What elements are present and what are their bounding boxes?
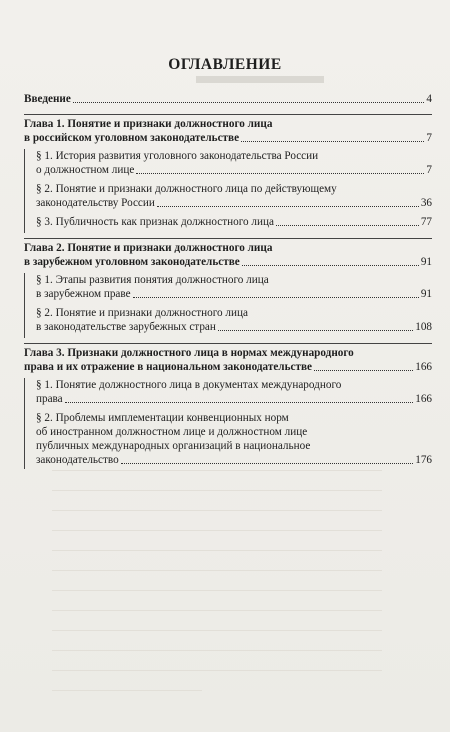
toc-page-number: 91 [420, 288, 432, 300]
chapter-3-sections [24, 378, 432, 469]
toc-entry-text: Глава 1. Понятие и признаки должностного лица [24, 118, 273, 130]
toc-entry-text: в российском уголовном законодательстве [24, 132, 240, 144]
toc-entry-text: § 2. Понятие и признаки должностного лица по действующему [36, 183, 337, 195]
toc-page-number: 77 [420, 216, 432, 228]
toc-entry-section-3-1 [36, 378, 432, 406]
leader-dots [136, 173, 424, 174]
page-title: ОГЛАВЛЕНИЕ [168, 56, 282, 73]
leader-dots [242, 265, 419, 266]
toc-page-number: 108 [415, 321, 432, 333]
toc-entry-section-1-3 [36, 215, 432, 233]
toc-entry-text: права [36, 393, 63, 405]
toc-entry-text: в законодательстве зарубежных стран [36, 321, 216, 333]
toc-page-number: 7 [426, 164, 432, 176]
toc-page-number: 176 [415, 454, 432, 466]
toc-entry-text: публичных международных организаций в национальное [36, 440, 311, 452]
chapter-2-sections [24, 273, 432, 338]
leader-dots [65, 402, 414, 403]
toc-entry-text: законодательство [36, 454, 119, 466]
toc-entry-section-2-1 [36, 273, 432, 301]
toc-entry-text: в зарубежном уголовном законодательстве [24, 256, 240, 268]
toc-entry-text: § 1. Понятие должностного лица в документах международного [36, 379, 342, 391]
leader-dots [314, 370, 413, 371]
leader-dots [133, 297, 419, 298]
toc-entry-chapter-2 [24, 238, 432, 269]
toc-entry-section-2-2 [36, 306, 432, 338]
chapter-1-sections [24, 149, 432, 233]
toc-entry-text: Введение [24, 93, 71, 105]
toc-entry-chapter-1 [24, 114, 432, 145]
leader-dots [121, 463, 414, 464]
toc-entry-section-1-2 [36, 182, 432, 210]
toc-entry-text: права и их отражение в национальном законодательстве [24, 361, 312, 373]
toc-entry-text: законодательству России [36, 197, 155, 209]
toc-entry-section-1-1 [36, 149, 432, 177]
toc-entry-text: о должностном лице [36, 164, 135, 176]
leader-dots [276, 225, 419, 226]
leader-dots [218, 330, 413, 331]
toc-entry-text: § 2. Понятие и признаки должностного лица [36, 307, 248, 319]
toc-entry-text: об иностранном должностном лице и должностном лице [36, 426, 308, 438]
toc-page-number: 91 [420, 256, 432, 268]
toc-entry-text: § 3. Публичность как признак должностного лица [36, 216, 274, 228]
leader-dots [73, 102, 425, 103]
toc-entry-text: § 1. Этапы развития понятия должностного лица [36, 274, 269, 286]
toc-entry-text: § 1. История развития уголовного законодательства России [36, 150, 319, 162]
toc-page-number: 7 [426, 132, 432, 144]
leader-dots [157, 206, 419, 207]
toc-entry-intro [24, 92, 432, 106]
toc-entry-section-3-2 [36, 411, 432, 469]
table-of-contents [24, 92, 432, 469]
toc-page-number: 4 [426, 93, 432, 105]
toc-entry-chapter-3 [24, 343, 432, 374]
toc-entry-text: Глава 3. Признаки должностного лица в нормах международного [24, 347, 354, 359]
toc-entry-text: в зарубежном праве [36, 288, 131, 300]
toc-entry-text: § 2. Проблемы имплементации конвенционных норм [36, 412, 289, 424]
toc-page-number: 166 [415, 393, 432, 405]
faint-mark [196, 76, 324, 83]
leader-dots [241, 141, 424, 142]
toc-page-number: 166 [415, 361, 432, 373]
toc-entry-text: Глава 2. Понятие и признаки должностного лица [24, 242, 273, 254]
toc-page-number: 36 [420, 197, 432, 209]
